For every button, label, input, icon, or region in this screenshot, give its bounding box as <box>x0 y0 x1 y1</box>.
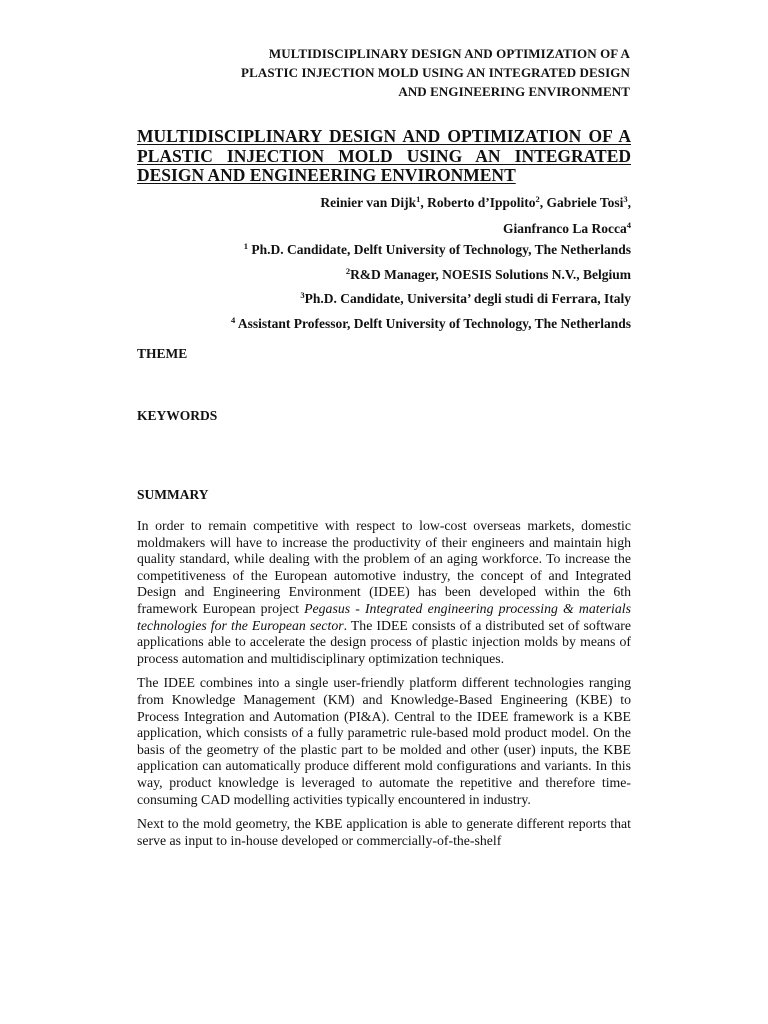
affiliation-text: R&D Manager, NOESIS Solutions N.V., Belgium <box>350 266 631 282</box>
section-heading-summary: SUMMARY <box>137 487 209 502</box>
author-separator: , <box>627 195 631 210</box>
author-affiliation-mark: 3 <box>623 194 628 204</box>
author-affiliation-mark: 4 <box>626 220 631 230</box>
summary-paragraph: Next to the mold geometry, the KBE application is able to generate different reports that serve as input to in-house developed or commercially-of-the-shelf <box>137 816 631 848</box>
running-header-line: MULTIDISCIPLINARY DESIGN AND OPTIMIZATION OF A <box>268 46 630 61</box>
affiliation-text: Ph.D. Candidate, Universita’ degli studi di Ferrara, Italy <box>304 291 631 306</box>
section-heading-keywords: KEYWORDS <box>137 408 218 423</box>
affiliation-mark: 3 <box>300 290 305 300</box>
affiliation-item <box>137 238 631 263</box>
affiliation-mark: 1 <box>243 241 248 251</box>
author-name: Roberto d’Ippolito <box>427 195 536 210</box>
author-affiliation-mark: 1 <box>416 194 421 204</box>
affiliation-text: Assistant Professor, Delft University of Technology, The Netherlands <box>235 315 631 331</box>
summary-text: . The IDEE consists of a distributed set of software applications able to accelerate the design process of plastic injection molds by means of process automation and multidisciplinary optimization techniques. <box>137 617 631 666</box>
author-list <box>137 190 631 242</box>
running-header-line: AND ENGINEERING ENVIRONMENT <box>398 84 630 99</box>
affiliation-item <box>137 287 631 312</box>
affiliation-item <box>137 312 631 337</box>
running-header <box>160 44 630 101</box>
author-affiliation-mark: 2 <box>535 194 540 204</box>
author-name: Gianfranco La Rocca <box>503 221 627 236</box>
affiliation-list <box>137 238 631 336</box>
affiliation-mark: 2 <box>345 265 351 276</box>
paper-title: MULTIDISCIPLINARY DESIGN AND OPTIMIZATION OF A PLASTIC INJECTION MOLD USING AN INTEGRATED DESIGN AND ENGINEERING ENVIRONMENT <box>137 126 631 185</box>
author-name: Gabriele Tosi <box>546 195 624 210</box>
running-header-line: PLASTIC INJECTION MOLD USING AN INTEGRATED DESIGN <box>241 65 630 80</box>
summary-body <box>137 518 631 849</box>
affiliation-mark: 4 <box>230 314 236 325</box>
author-line <box>137 190 631 216</box>
project-name: Pegasus - Integrated engineering processing & materials technologies for the European sector <box>137 600 631 633</box>
author-name: Reinier van Dijk <box>320 195 417 210</box>
summary-text: In order to remain competitive with respect to low-cost overseas markets, domestic moldmakers will have to increase the productivity of their engineers and maintain high quality standard, while dealing with the problem of an aging workforce. To increase the competitiveness of the European automotive industry, the concept of and Integrated Design and Engineering Environment (IDEE) has been developed within the 6th framework European project <box>137 518 631 616</box>
affiliation-text: Ph.D. Candidate, Delft University of Technology, The Netherlands <box>247 242 631 257</box>
summary-paragraph <box>137 518 631 667</box>
summary-paragraph: The IDEE combines into a single user-friendly platform different technologies ranging from Knowledge Management (KM) and Knowledge-Based Engineering (KBE) to Process Integration and Automation (PI&A). Central to the IDEE framework is a KBE application, which consists of a fully parametric rule-based mold product model. On the basis of the geometry of the plastic part to be molded and other (user) inputs, the KBE application can automatically produce different mold configurations and variants. In this way, product knowledge is leveraged to automate the repetitive and therefore time-consuming CAD modelling activities typically encountered in industry. <box>137 675 631 807</box>
affiliation-item <box>137 263 631 288</box>
section-heading-theme: THEME <box>137 346 188 361</box>
author-separator: , <box>539 195 547 210</box>
author-separator: , <box>420 195 428 210</box>
